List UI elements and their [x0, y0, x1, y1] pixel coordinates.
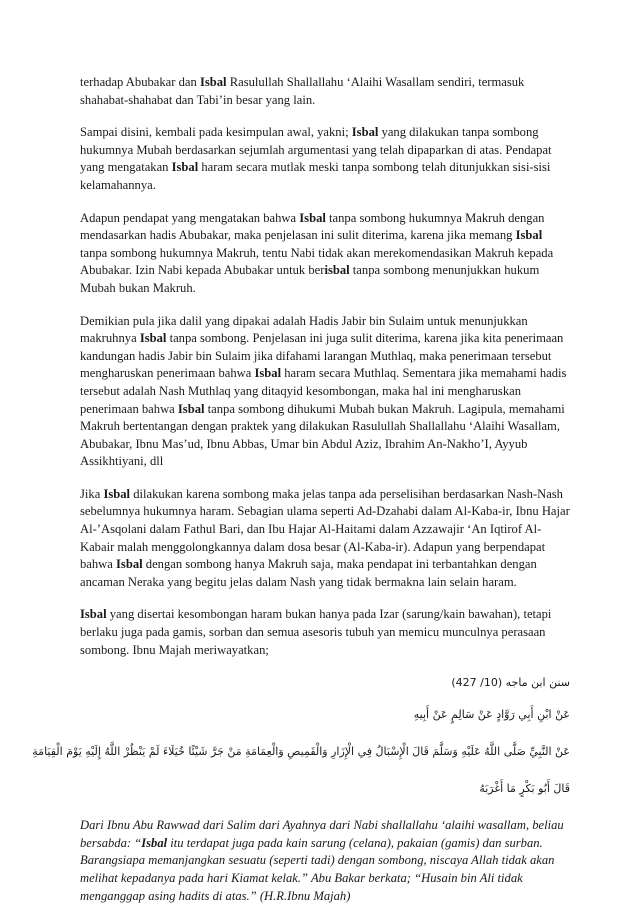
- text-run: yang dilakukan tanpa sombong hukumnya Mubah berdasarkan sejumlah argumentasi yang telah dipaparkan di atas. Pendapat yang mengatakan: [80, 125, 552, 175]
- text-run: terhadap Abubakar dan: [80, 75, 200, 89]
- arabic-hadith-matn: عَنْ النَّبِيِّ صَلَّى اللَّهُ عَلَيْهِ وَسَلَّمَ قَالَ الْإِسْبَالُ فِي الْإِزَارِ وَالْقَمِيصِ وَالْعِمَامَةِ مَنْ جَرَّ شَيْئًا خُيَلَاءَ لَمْ يَنْظُرْ اللَّهُ إِلَيْهِ يَوْمَ الْقِيَامَةِ: [32, 745, 570, 759]
- text-run: itu terdapat juga pada kain sarung (celana), pakaian (gamis) dan surban. Barangsiapa memanjangkan sesuatu (seperti tadi) dengan sombong, niscaya Allah tidak akan melihat kepadanya pada hari Kiamat kelak.” Abu Bakar berkata; “Husain bin Ali tidak menganggap asing hadits di atas.” (H.R.Ibnu Majah): [80, 835, 555, 903]
- text-run: Rasulullah Shallallahu ‘Alaihi Wasallam sendiri, termasuk shahabat-shahabat dan Tabi’in besar yang lain.: [80, 75, 525, 107]
- text-run: dilakukan karena sombong maka jelas tanpa ada perselisihan berdasarkan Nash-Nash sebelumnya hukumnya haram. Sebagian ulama seperti Ad-Dzahabi dalam Al-Kaba-ir, Ibnu Hajar Al-’Asqolani dalam Fathul Bari, dan Ibu Hajar Al-Haitami dalam Azzawajir ‘An Iqtirof Al-Kabair malah menggolongkannya dalam dosa besar (Al-Kaba-ir). Adapun yang berpendapat bahwa: [80, 486, 570, 572]
- bold-term: Isbal: [116, 557, 143, 572]
- paragraph-4: [80, 313, 570, 471]
- bold-term: Isbal: [177, 401, 205, 416]
- text-run: haram secara Muthlaq. Sementara jika memahami hadis tersebut adalah Nash Muthlaq yang ditaqyid kesombongan, maka hal ini mengharuskan penerimaan bahwa: [80, 366, 567, 416]
- text-run: tanpa sombong hukumnya Makruh dengan mendasarkan hadis Abubakar, maka penjelasan ini sulit diterima, karena jika memang: [80, 210, 545, 243]
- bold-term: Isbal: [299, 210, 326, 225]
- bold-term: Isbal: [515, 228, 543, 243]
- paragraph-6: [80, 606, 570, 659]
- paragraph-2: [80, 124, 570, 194]
- bold-term: Isbal: [351, 125, 379, 140]
- bold-term: Isbal: [199, 75, 227, 89]
- text-run: dengan sombong hanya Makruh saja, maka pendapat ini terbantahkan dengan ancaman Neraka yang begitu jelas dalam Nash yang tidak bermakna lain selain haram.: [80, 557, 537, 589]
- text-run: Sampai disini, kembali pada kesimpulan awal, yakni;: [80, 125, 352, 140]
- text-run: tanpa sombong hukumnya Makruh, tentu Nabi tidak akan merekomendasikan Makruh kepada Abubakar. Izin Nabi kepada Abubakar untuk ber: [80, 245, 554, 278]
- bold-term: Isbal: [103, 486, 131, 501]
- text-run: haram secara mutlak meski tanpa sombong telah ditunjukkan sisi-sisi kelamahannya.: [80, 160, 551, 192]
- text-run: tanpa sombong menunjukkan hukum Mubah bukan Makruh.: [80, 263, 540, 295]
- bold-term: isbal: [324, 263, 350, 278]
- text-run: Adapun pendapat yang mengatakan bahwa: [80, 210, 300, 225]
- bold-term: Isbal: [141, 835, 168, 850]
- arabic-abu-bakar-comment: قَالَ أَبُو بَكْرٍ مَا أَغْرَبَهُ: [479, 782, 570, 796]
- arabic-sanad-chain: عَنْ ابْنِ أَبِي رَوَّادٍ عَنْ سَالِمٍ عَنْ أَبِيهِ: [413, 708, 570, 722]
- text-run: Demikian pula jika dalil yang dipakai adalah Hadis Jabir bin Sulaim untuk menunjukkan makruhnya: [80, 313, 528, 346]
- arabic-source-reference: سنن ابن ماجه (10/ 427): [451, 676, 570, 690]
- bold-term: Isbal: [171, 160, 199, 175]
- text-run: tanpa sombong dihukumi Mubah bukan Makruh. Lagipula, memahami Makruh bertentangan dengan praktek yang dilakukan Rasulullah Shallallahu ‘Alaihi Wasallam, Abubakar, Ibnu Mas’ud, Ibnu Abbas, Umar bin Abdul Aziz, Ibrahim An-Nakho’I, Ayyub Assikhtiyani, dll: [80, 401, 565, 469]
- bold-term: Isbal: [80, 607, 107, 622]
- text-run: yang disertai kesombongan haram bukan hanya pada Izar (sarung/kain bawahan), tetapi berlaku juga pada gamis, sorban dan semua asesoris tubuh yan memicu munculnya perasaan sombong. Ibnu Majah meriwayatkan;: [80, 607, 552, 657]
- paragraph-5: [80, 486, 570, 592]
- document-body: [32, 74, 570, 905]
- translation-quote: [80, 817, 570, 905]
- bold-term: Isbal: [254, 366, 282, 381]
- paragraph-1: [80, 74, 570, 109]
- text-run: Dari Ibnu Abu Rawwad dari Salim dari Ayahnya dari Nabi shallallahu ‘alaihi wasallam, beliau bersabda: “: [80, 818, 564, 850]
- paragraph-3: [80, 210, 570, 298]
- text-run: Jika: [80, 486, 104, 501]
- bold-term: Isbal: [139, 331, 167, 346]
- text-run: tanpa sombong. Penjelasan ini juga sulit diterima, karena jika kita penerimaan kandungan hadis Jabir bin Sulaim jika difahami larangan Muthlaq, maka penerimaan tersebut mengharuskan penerimaan bahwa: [80, 331, 564, 381]
